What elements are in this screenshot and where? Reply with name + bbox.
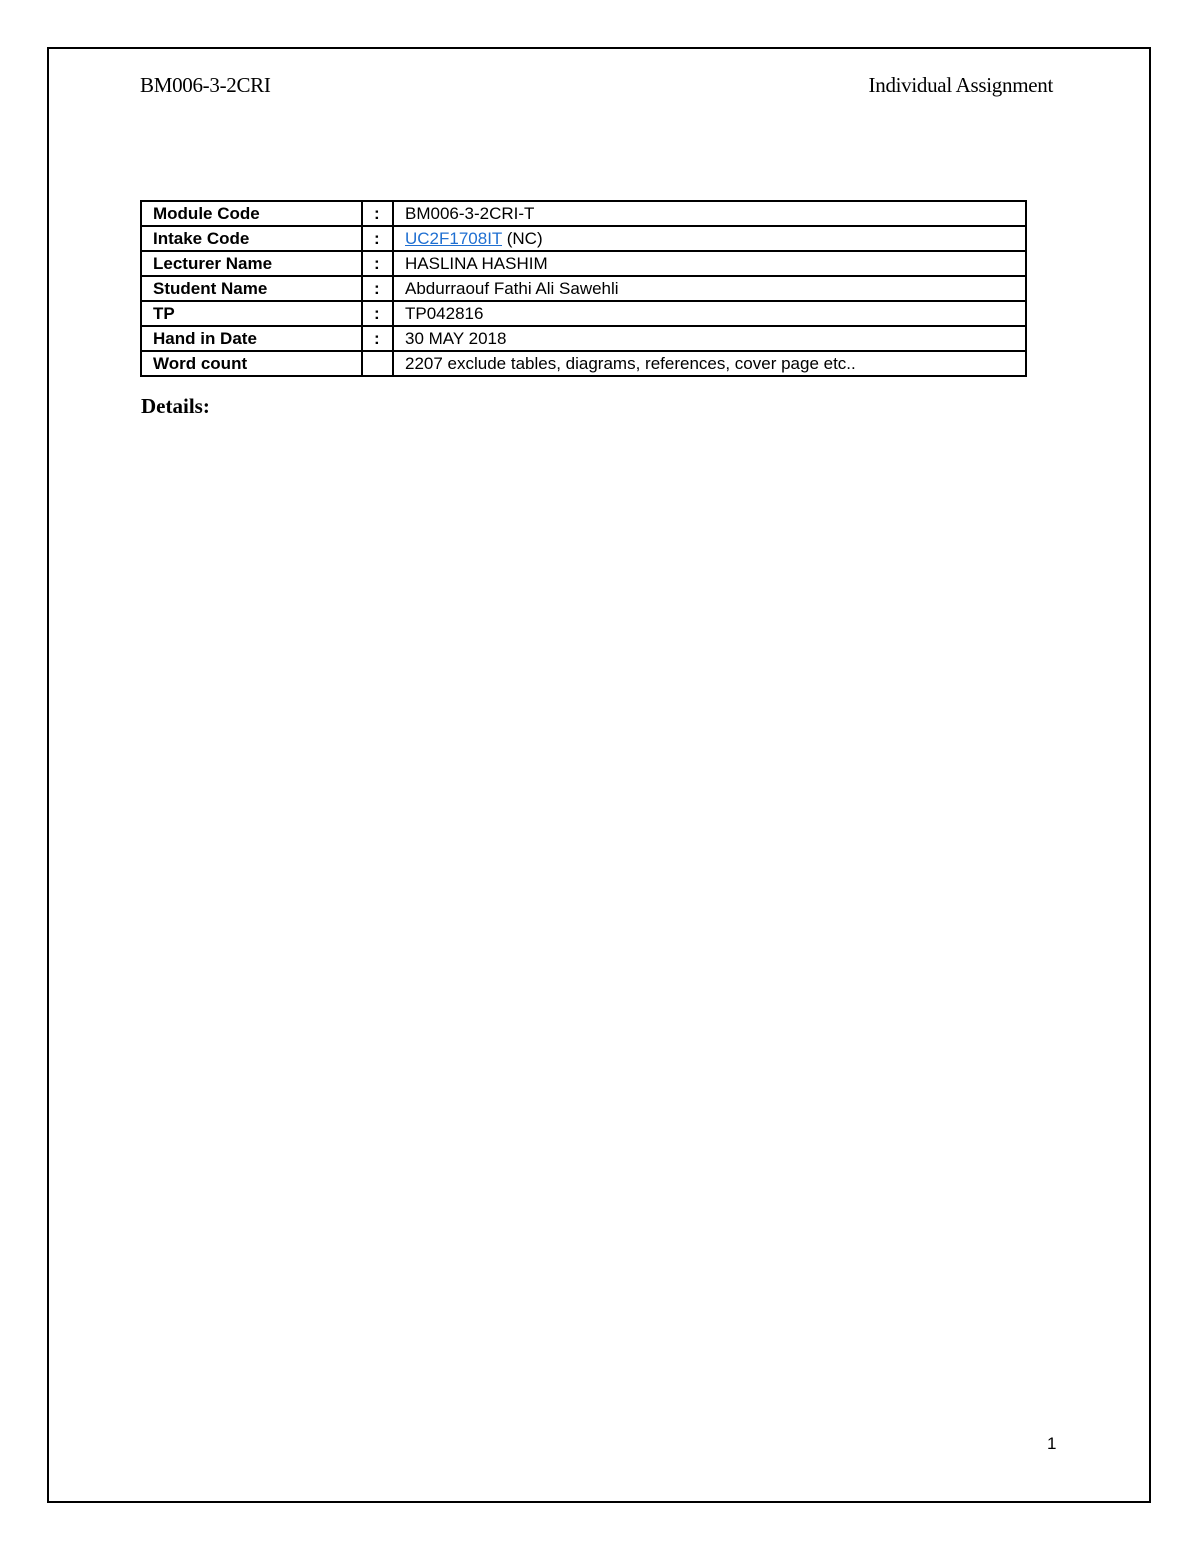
row-separator: : <box>362 276 393 301</box>
row-separator: : <box>362 301 393 326</box>
header-assignment-type: Individual Assignment <box>868 73 1053 97</box>
details-heading: Details: <box>141 394 210 418</box>
assignment-info-table <box>140 200 1027 377</box>
lecturer-name-value: HASLINA HASHIM <box>393 251 1026 276</box>
row-label: Word count <box>141 351 362 376</box>
word-count-value: 2207 exclude tables, diagrams, references, cover page etc.. <box>393 351 1026 376</box>
row-separator <box>362 351 393 376</box>
row-label: Hand in Date <box>141 326 362 351</box>
table-row <box>141 351 1026 376</box>
table-row <box>141 251 1026 276</box>
table-row <box>141 226 1026 251</box>
row-separator: : <box>362 201 393 226</box>
row-label: Module Code <box>141 201 362 226</box>
table-row <box>141 201 1026 226</box>
student-name-value: Abdurraouf Fathi Ali Sawehli <box>393 276 1026 301</box>
table-row <box>141 326 1026 351</box>
page-number: 1 <box>1047 1434 1057 1453</box>
row-separator: : <box>362 326 393 351</box>
module-code-value: BM006-3-2CRI-T <box>393 201 1026 226</box>
table-row <box>141 276 1026 301</box>
row-label: TP <box>141 301 362 326</box>
header-module-code: BM006-3-2CRI <box>140 73 271 97</box>
row-label: Lecturer Name <box>141 251 362 276</box>
row-label: Intake Code <box>141 226 362 251</box>
row-separator: : <box>362 226 393 251</box>
table-row <box>141 301 1026 326</box>
tp-number-value: TP042816 <box>393 301 1026 326</box>
hand-in-date-value: 30 MAY 2018 <box>393 326 1026 351</box>
intake-code-value <box>393 226 1026 251</box>
row-label: Student Name <box>141 276 362 301</box>
intake-code-suffix: (NC) <box>502 229 543 248</box>
intake-code-link[interactable]: UC2F1708IT <box>405 229 503 248</box>
row-separator: : <box>362 251 393 276</box>
